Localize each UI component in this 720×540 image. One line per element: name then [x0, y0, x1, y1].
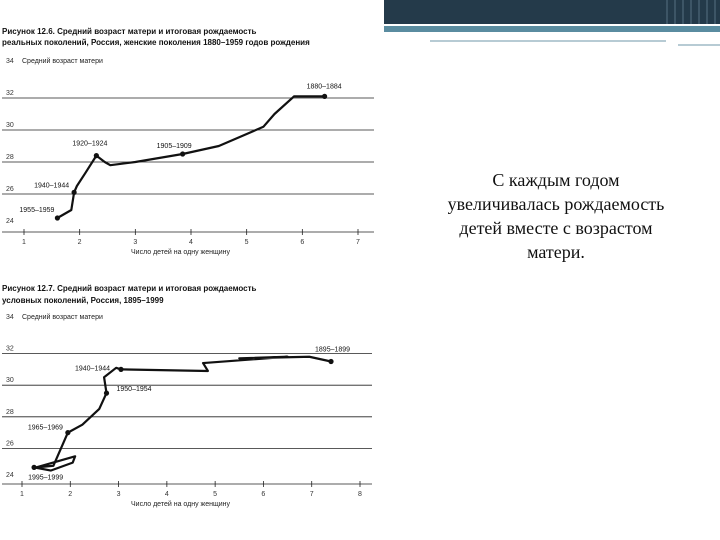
chart1-point-label: 1955–1959 — [19, 207, 55, 214]
chart1-xtick-label: 3 — [133, 239, 138, 246]
chart1-data-point — [55, 215, 60, 220]
chart1-data-point — [180, 151, 185, 156]
chart1-xtick-label: 6 — [300, 239, 305, 246]
chart2-ytick-label: 24 — [6, 472, 14, 479]
chart1-data-point — [322, 94, 327, 99]
chart1-data-point — [72, 190, 77, 195]
chart1-xtick-label: 4 — [189, 239, 193, 246]
chart1-data-point — [94, 153, 99, 158]
chart1-point-label: 1905–1909 — [156, 143, 192, 150]
chart2-point-label: 1995–1999 — [28, 474, 64, 482]
chart2-xtick-label: 2 — [68, 491, 73, 498]
header-rule-2 — [678, 44, 720, 46]
chart2-xtick-label: 8 — [358, 491, 362, 498]
figure2-title-line2: условных поколений, Россия, 1895–1999 — [2, 296, 164, 305]
chart2-xtick-label: 7 — [309, 491, 314, 498]
header-stripes — [660, 0, 720, 24]
chart2-xlabel: Число детей на одну женщину — [131, 501, 231, 508]
chart1-xtick-label: 5 — [244, 239, 249, 246]
chart1-plot — [2, 57, 374, 256]
chart2-xtick-label: 4 — [164, 491, 169, 498]
chart1-ytick-label: 24 — [6, 218, 14, 225]
chart2-data-point — [328, 359, 333, 364]
header-accent-strip — [384, 26, 720, 32]
chart2-ytick-label: 28 — [6, 408, 14, 416]
chart2-data-point — [65, 430, 70, 435]
figure1-title-line2: реальных поколений, Россия, женские поколения 1880–1959 годов рождения — [2, 38, 310, 47]
chart2-series-line — [34, 357, 331, 471]
chart2-ylabel: Средний возраст матери — [22, 314, 103, 321]
slide-caption: С каждым годом увеличивалась рождаемость детей вместе с возрастом матери. — [447, 170, 665, 262]
chart2-ytick-label: 34 — [6, 314, 14, 321]
chart2-xtick-label: 5 — [213, 491, 218, 498]
chart2-ytick-label: 26 — [6, 440, 14, 448]
chart2-data-point — [118, 367, 123, 372]
chart2-point-label: 1950–1954 — [116, 386, 152, 394]
chart2-point-label: 1895–1899 — [315, 346, 351, 354]
chart1-ytick-label: 28 — [6, 154, 14, 161]
chart1-xtick-label: 2 — [77, 239, 82, 246]
chart1-point-label: 1920–1924 — [72, 140, 108, 148]
figure1-title-line1: Рисунок 12.6. Средний возраст матери и итоговая рождаемость — [2, 27, 257, 36]
chart2-point-label: 1940–1944 — [74, 365, 111, 373]
chart2-xtick-label: 1 — [20, 491, 24, 498]
chart2-xtick-label: 3 — [116, 491, 121, 498]
chart2-xtick-label: 6 — [261, 491, 266, 498]
chart2-plot — [2, 313, 372, 508]
chart1-point-label: 1940–1944 — [34, 182, 70, 190]
chart1-ylabel: Средний возраст матери — [22, 58, 103, 65]
chart2-point-label: 1965–1969 — [27, 424, 63, 432]
chart1-ytick-label: 26 — [6, 186, 14, 193]
chart1-point-label: 1880–1884 — [306, 83, 342, 91]
chart2-data-point — [104, 391, 109, 396]
chart2-ytick-label: 32 — [6, 345, 14, 353]
chart1-ytick-label: 30 — [6, 122, 14, 129]
chart2-data-point — [31, 465, 36, 470]
figure2-title-line1: Рисунок 12.7. Средний возраст матери и итоговая рождаемость — [2, 284, 257, 293]
chart1-xlabel: Число детей на одну женщину — [131, 249, 231, 256]
chart2-ytick-label: 30 — [6, 377, 14, 385]
header-rule-1 — [430, 40, 666, 42]
chart1-xtick-label: 1 — [22, 239, 26, 246]
chart1-xtick-label: 7 — [356, 239, 360, 246]
chart1-ytick-label: 32 — [6, 90, 14, 97]
chart1-ytick-label: 34 — [6, 58, 14, 65]
